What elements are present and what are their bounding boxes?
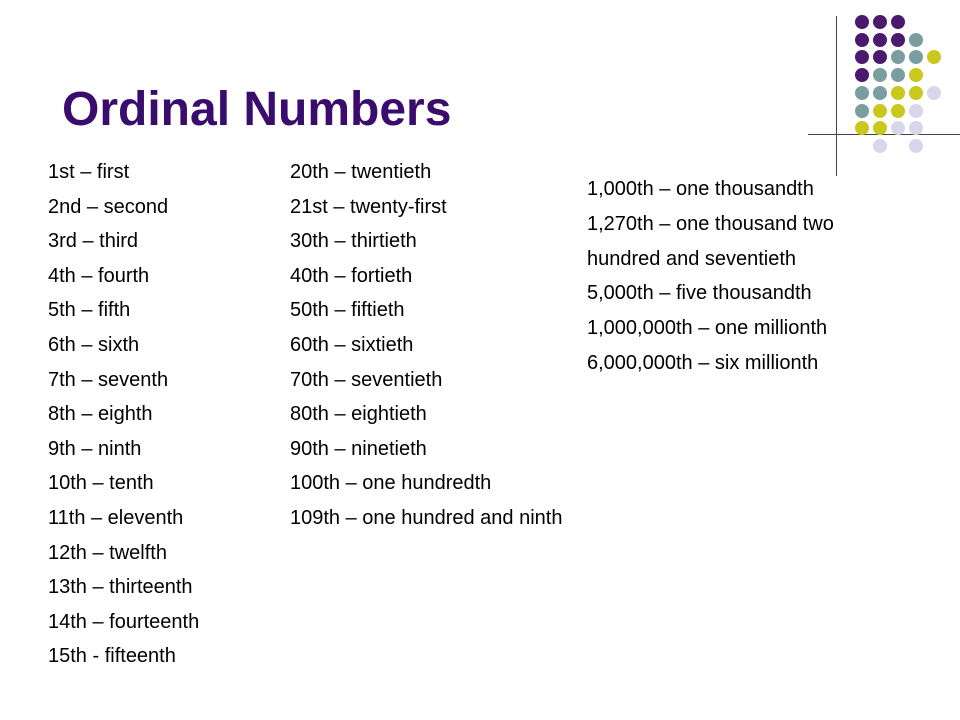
list-item: 2nd – second (48, 195, 169, 218)
list-item: 50th – fiftieth (290, 299, 405, 322)
decor-dot (909, 104, 923, 118)
list-item: 11th – eleventh (48, 506, 184, 529)
list-item: 40th – fortieth (290, 264, 413, 287)
decor-vertical-line (836, 16, 837, 176)
decor-dot (855, 121, 869, 135)
decor-dot (873, 121, 887, 135)
decor-dot (855, 33, 869, 47)
list-item: 1,000,000th – one millionth (587, 317, 828, 340)
decor-dot (909, 68, 923, 82)
list-item: 15th - fifteenth (48, 645, 176, 668)
decor-dot (891, 15, 905, 29)
list-item: 109th – one hundred and ninth (290, 506, 563, 529)
list-item: 60th – sixtieth (290, 333, 414, 356)
list-item: 13th – thirteenth (48, 576, 193, 599)
decor-dot (891, 33, 905, 47)
decor-dot (873, 139, 887, 153)
list-item: 7th – seventh (48, 368, 169, 391)
list-item: 90th – ninetieth (290, 437, 427, 460)
slide-title: Ordinal Numbers (62, 83, 452, 136)
list-item: 6,000,000th – six millionth (587, 351, 819, 374)
list-item: 100th – one hundredth (290, 472, 492, 495)
decor-dot (873, 104, 887, 118)
list-item: hundred and seventieth (587, 247, 797, 270)
decor-dot (873, 33, 887, 47)
ordinal-list-large (587, 172, 834, 381)
list-item: 4th – fourth (48, 264, 150, 287)
decor-dot (873, 68, 887, 82)
decor-dot (855, 86, 869, 100)
list-item: 5,000th – five thousandth (587, 282, 812, 305)
dot-row-8 (873, 139, 923, 153)
list-item: 14th – fourteenth (48, 610, 200, 633)
decor-dot (891, 86, 905, 100)
decor-dot (873, 15, 887, 29)
decor-dot (891, 50, 905, 64)
list-item: 80th – eightieth (290, 403, 427, 426)
decor-dot (855, 68, 869, 82)
dot-row-2 (855, 33, 923, 47)
decor-dot (909, 121, 923, 135)
list-item: 9th – ninth (48, 437, 142, 460)
decor-dot (909, 139, 923, 153)
decor-dot (855, 104, 869, 118)
list-item: 70th – seventieth (290, 368, 443, 391)
decor-dot (855, 15, 869, 29)
list-item: 1,270th – one thousand two (587, 212, 834, 235)
list-item: 1st – first (48, 161, 130, 183)
decor-dot (891, 104, 905, 118)
decor-dot (891, 68, 905, 82)
dot-row-4 (855, 68, 923, 82)
list-item: 30th – thirtieth (290, 230, 417, 253)
decor-dot (873, 50, 887, 64)
list-item: 10th – tenth (48, 472, 154, 495)
ordinal-list-tens (290, 155, 562, 536)
list-item: 20th – twentieth (290, 161, 432, 183)
list-item: 3rd – third (48, 230, 139, 253)
list-item: 8th – eighth (48, 403, 153, 426)
list-item: 12th – twelfth (48, 541, 167, 564)
decor-dot (927, 50, 941, 64)
dot-row-1 (855, 15, 905, 29)
list-item: 6th – sixth (48, 333, 140, 356)
dot-row-3 (855, 50, 941, 64)
decor-dot (909, 33, 923, 47)
list-item: 1,000th – one thousandth (587, 178, 814, 200)
decor-dot (909, 50, 923, 64)
decor-horizontal-line (808, 134, 960, 135)
decor-dot (873, 86, 887, 100)
decor-dot (891, 121, 905, 135)
list-item: 5th – fifth (48, 299, 131, 322)
ordinal-list-1-to-15 (48, 155, 199, 674)
decor-dot (855, 50, 869, 64)
dot-row-5 (855, 86, 941, 100)
decor-dot (909, 86, 923, 100)
dot-row-7 (855, 121, 923, 135)
decor-dot (927, 86, 941, 100)
list-item: 21st – twenty-first (290, 195, 447, 218)
dot-row-6 (855, 104, 923, 118)
